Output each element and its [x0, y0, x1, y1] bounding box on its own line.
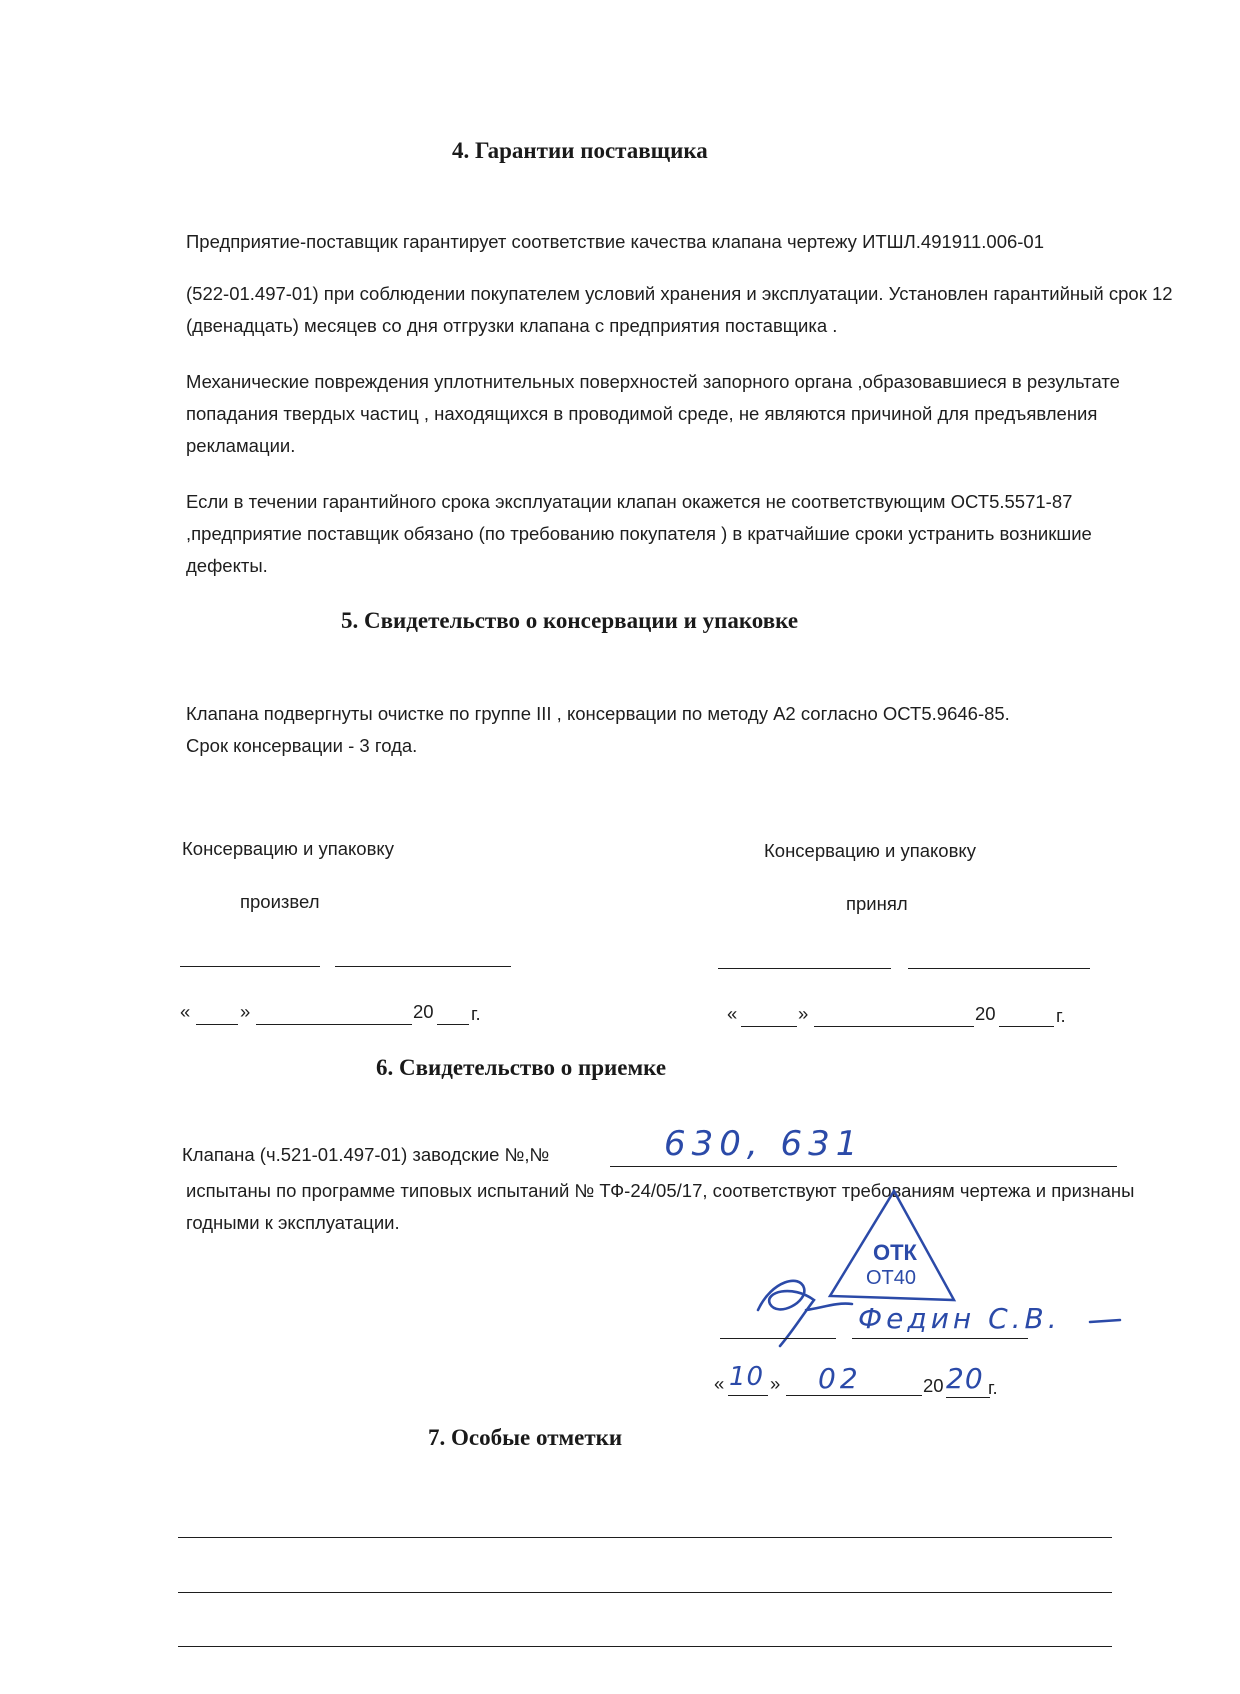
acceptance-date-day: 10 — [729, 1362, 765, 1392]
signer-name-handwritten: Федин С.В. — [858, 1302, 1061, 1335]
right-date-year-prefix: 20 — [975, 1003, 996, 1024]
left-date-open-quote: « — [180, 1001, 191, 1022]
notes-line-1[interactable] — [178, 1537, 1112, 1538]
section-4-paragraph-1: Предприятие-поставщик гарантирует соответствие качества клапана чертежу ИТШЛ.491911.006-01 — [186, 231, 1045, 252]
acceptance-date-year-line[interactable] — [946, 1397, 990, 1398]
packing-accepted-label: Консервацию и упаковку — [764, 840, 976, 861]
right-date-year-suffix: г. — [1056, 1005, 1066, 1026]
signature-tail-icon — [1086, 1310, 1126, 1330]
serial-numbers-handwritten: 630, 631 — [664, 1124, 864, 1164]
serial-numbers-line[interactable] — [610, 1166, 1117, 1167]
left-date-year-line[interactable] — [437, 1024, 469, 1025]
notes-line-2[interactable] — [178, 1592, 1112, 1593]
section-4-paragraph-4: Если в течении гарантийного срока эксплуатации клапан окажется не соответствующим ОСТ5.5571-87 ,предприятие поставщик обязано (по требованию покупателя ) в кратчайшие сроки устранить возникшие дефекты. — [186, 491, 1092, 576]
section-4-title: 4. Гарантии поставщика — [452, 138, 708, 163]
section-5-paragraph-2: Срок консервации - 3 года. — [186, 735, 418, 756]
left-date-month-line[interactable] — [256, 1024, 412, 1025]
section-7-title: 7. Особые отметки — [428, 1425, 623, 1450]
right-date-close-quote: » — [798, 1003, 809, 1024]
section-4-paragraph-2: (522-01.497-01) при соблюдении покупателем условий хранения и эксплуатации. Установлен гарантийный срок 12 (двенадцать) месяцев со дня отгрузки клапана с предприятия поставщика . — [186, 283, 1173, 336]
acceptance-signature-line[interactable] — [720, 1338, 836, 1339]
section-5-paragraph-1: Клапана подвергнуты очистке по группе III , консервации по методу А2 согласно ОСТ5.9646-85. — [186, 703, 1010, 724]
acceptance-date-year-prefix: 20 — [923, 1375, 944, 1396]
packing-done-label: Консервацию и упаковку — [182, 838, 394, 859]
acceptance-date-year-suffix: г. — [988, 1377, 998, 1398]
otk-stamp-top: ОТК — [873, 1240, 917, 1265]
right-date-open-quote: « — [727, 1003, 738, 1024]
acceptance-date-month-line[interactable] — [786, 1395, 922, 1396]
otk-stamp-bottom: ОТ40 — [866, 1267, 917, 1289]
right-date-month-line[interactable] — [814, 1026, 974, 1027]
section-4-paragraph-3: Механические повреждения уплотнительных поверхностей запорного органа ,образовавшиеся в результате попадания твердых частиц , находящихся в проводимой среде, не являются причиной для предъявления рекламации. — [186, 371, 1120, 456]
packing-accepted-sub: принял — [846, 893, 908, 914]
acceptance-paragraph-2: испытаны по программе типовых испытаний № ТФ-24/05/17, соответствуют требованиям чертежа и признаны годными к эксплуатации. — [186, 1180, 1135, 1233]
acceptance-date-open-quote: « — [714, 1373, 725, 1394]
left-date-day-line[interactable] — [196, 1024, 238, 1025]
right-date-year-line[interactable] — [999, 1026, 1054, 1027]
right-name-line[interactable] — [908, 968, 1090, 969]
acceptance-date-month: 02 — [818, 1362, 862, 1395]
left-date-year-suffix: г. — [471, 1003, 481, 1024]
acceptance-date-close-quote: » — [770, 1373, 781, 1394]
left-date-close-quote: » — [240, 1001, 251, 1022]
left-name-line[interactable] — [335, 966, 511, 967]
acceptance-line-1: Клапана (ч.521-01.497-01) заводские №,№ — [182, 1144, 550, 1165]
packing-done-sub: произвел — [240, 891, 320, 912]
left-date-year-prefix: 20 — [413, 1001, 434, 1022]
right-date-day-line[interactable] — [741, 1026, 797, 1027]
right-signature-line[interactable] — [718, 968, 891, 969]
section-6-title: 6. Свидетельство о приемке — [376, 1055, 667, 1080]
section-5-title: 5. Свидетельство о консервации и упаковке — [341, 608, 799, 633]
acceptance-name-line[interactable] — [852, 1338, 1028, 1339]
acceptance-date-day-line[interactable] — [728, 1395, 768, 1396]
left-signature-line[interactable] — [180, 966, 320, 967]
acceptance-date-year-handwritten: 20 — [946, 1362, 984, 1395]
notes-line-3[interactable] — [178, 1646, 1112, 1647]
